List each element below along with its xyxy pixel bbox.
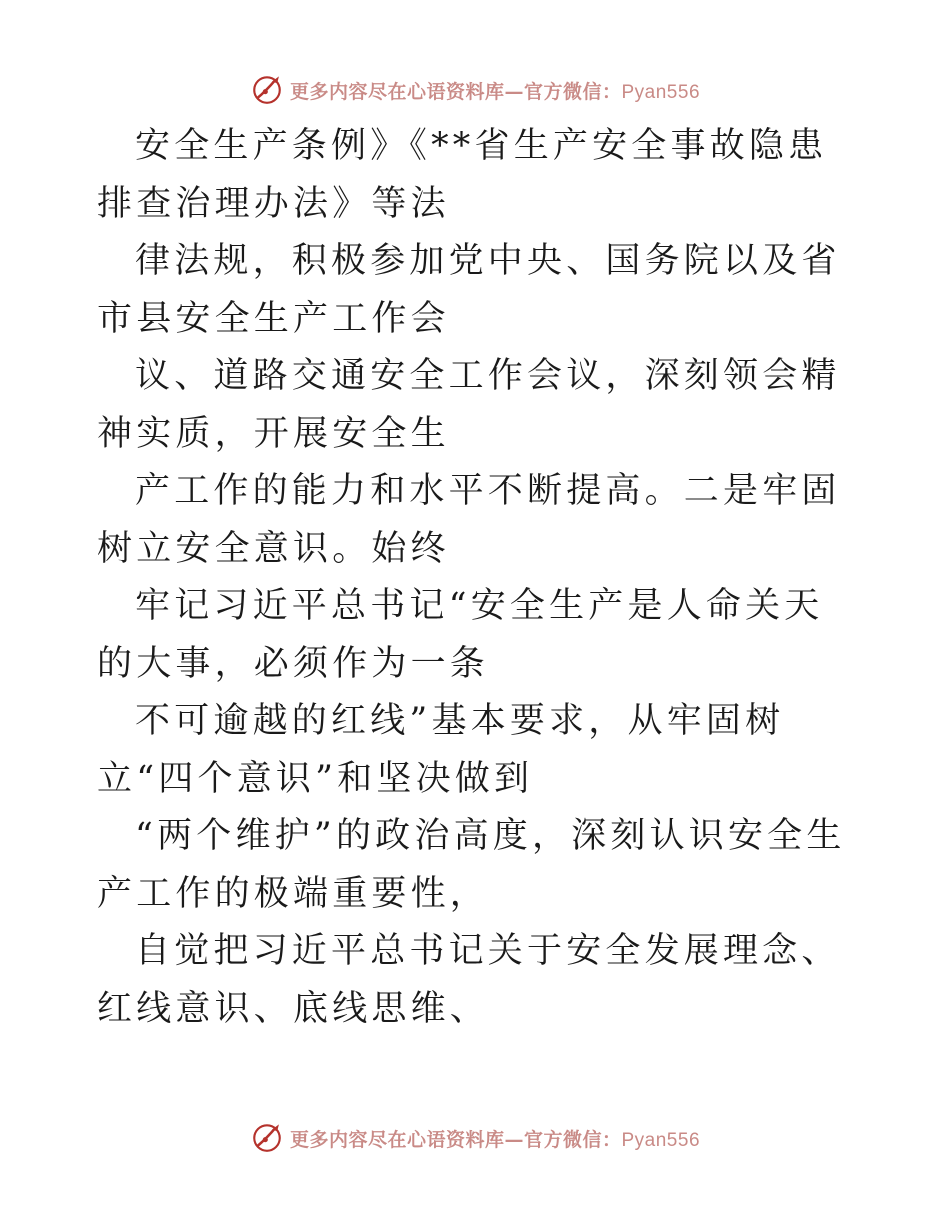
paragraph: 安全生产条例》《**省生产安全事故隐患排查治理办法》等法 bbox=[97, 126, 828, 224]
paragraph: 产工作的能力和水平不断提高。二是牢固树立安全意识。始终 bbox=[97, 471, 841, 569]
paragraph: 议、道路交通安全工作会议，深刻领会精神实质，开展安全生 bbox=[97, 356, 841, 454]
paragraph: 不可逾越的红线”基本要求，从牢固树立“四个意识”和坚决做到 bbox=[97, 701, 785, 799]
header-watermark bbox=[0, 70, 950, 110]
paragraph: “两个维护”的政治高度，深刻认识安全生产工作的极端重要性， bbox=[97, 816, 846, 914]
watermark-label: 更多内容尽在心语资料库—官方微信：Pyan556 bbox=[289, 80, 701, 103]
watermark-label: 更多内容尽在心语资料库—官方微信：Pyan556 bbox=[289, 1128, 701, 1151]
paragraph: 自觉把习近平总书记关于安全发展理念、红线意识、底线思维、 bbox=[97, 931, 841, 1029]
pen-logo-icon bbox=[250, 73, 284, 107]
paragraph: 牢记习近平总书记“安全生产是人命关天的大事，必须作为一条 bbox=[97, 586, 824, 684]
pen-logo-icon bbox=[250, 1121, 284, 1155]
paragraph: 律法规，积极参加党中央、国务院以及省市县安全生产工作会 bbox=[97, 241, 841, 339]
footer-watermark bbox=[0, 1118, 950, 1158]
document-body bbox=[97, 118, 857, 1038]
